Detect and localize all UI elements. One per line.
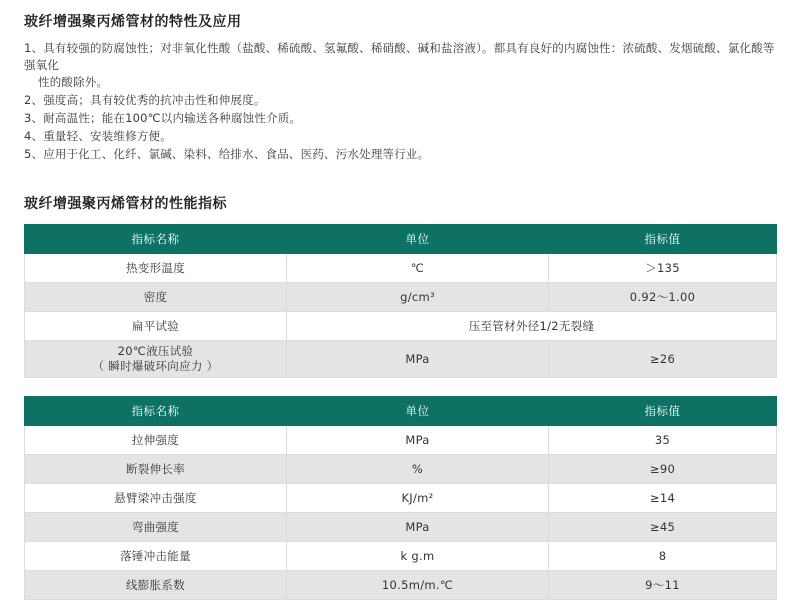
spec-table-2 — [24, 396, 777, 600]
table1-header-name: 指标名称 — [25, 225, 287, 254]
table-row — [25, 426, 777, 455]
table2-header-name: 指标名称 — [25, 397, 287, 426]
table-row — [25, 455, 777, 484]
intro-list-item — [24, 40, 776, 91]
table-header-row — [25, 225, 777, 254]
table2-cell-unit: k g.m — [287, 542, 549, 571]
table-row — [25, 484, 777, 513]
table2-cell-unit: MPa — [287, 426, 549, 455]
table-row — [25, 341, 777, 378]
table1-cell-name-line2: （ 瞬时爆破环向应力 ） — [92, 359, 219, 373]
table-header-row — [25, 397, 777, 426]
table2-cell-unit: MPa — [287, 513, 549, 542]
intro-item-text: 4、重量轻、安装维修方便。 — [24, 129, 172, 143]
table2-cell-name: 弯曲强度 — [25, 513, 287, 542]
table1-cell-unit: ℃ — [287, 254, 549, 283]
table1-cell-name-line1: 20℃液压试验 — [117, 344, 194, 358]
table2-cell-value: 35 — [549, 426, 777, 455]
intro-list-item — [24, 146, 776, 163]
table2-cell-name: 断裂伸长率 — [25, 455, 287, 484]
table2-cell-name: 落锤冲击能量 — [25, 542, 287, 571]
table2-cell-value: 9～11 — [549, 571, 777, 600]
intro-item-text: 3、耐高温性；能在100℃以内输送各种腐蚀性介质。 — [24, 111, 302, 125]
table-row — [25, 312, 777, 341]
table2-cell-unit: KJ/m² — [287, 484, 549, 513]
intro-item-text-cont: 性的酸除外。 — [38, 75, 109, 89]
table1-cell-unit: g/cm³ — [287, 283, 549, 312]
table1-cell-name: 扁平试验 — [25, 312, 287, 341]
intro-item-text: 1、具有较强的防腐蚀性；对非氧化性酸（盐酸、稀硫酸、氢氟酸、稀硝酸、碱和盐溶液）。都具有良好的内腐蚀性：浓硫酸、发烟硫酸、氯化酸等强氧化 — [24, 41, 775, 72]
table2-cell-name: 线膨胀系数 — [25, 571, 287, 600]
table2-cell-value: ≥90 — [549, 455, 777, 484]
spacer — [24, 164, 776, 194]
table1-cell-name — [25, 341, 287, 378]
table-row — [25, 254, 777, 283]
table-row — [25, 513, 777, 542]
table1-cell-name: 密度 — [25, 283, 287, 312]
table1-cell-name: 热变形温度 — [25, 254, 287, 283]
table2-cell-name: 拉伸强度 — [25, 426, 287, 455]
spec-table-1 — [24, 224, 777, 378]
table2-header-value: 指标值 — [549, 397, 777, 426]
table2-cell-value: ≥45 — [549, 513, 777, 542]
table2-cell-name: 悬臂梁冲击强度 — [25, 484, 287, 513]
intro-item-text: 5、应用于化工、化纤、氯碱、染料、给排水、食品、医药、污水处理等行业。 — [24, 147, 430, 161]
table1-cell-unit: MPa — [287, 341, 549, 378]
table1-cell-value: 0.92～1.00 — [549, 283, 777, 312]
spacer — [24, 378, 776, 396]
table-row — [25, 542, 777, 571]
table2-cell-unit: 10.5m/m.℃ — [287, 571, 549, 600]
spec-section-title: 玻纤增强聚丙烯管材的性能指标 — [24, 196, 227, 212]
table-row — [25, 571, 777, 600]
intro-list-item — [24, 110, 776, 127]
table1-header-value: 指标值 — [549, 225, 777, 254]
table1-header-unit: 单位 — [287, 225, 549, 254]
table2-header-unit: 单位 — [287, 397, 549, 426]
table1-cell-value: ≥26 — [549, 341, 777, 378]
intro-item-text: 2、强度高；具有较优秀的抗冲击性和伸展度。 — [24, 93, 266, 107]
table2-cell-value: ≥14 — [549, 484, 777, 513]
intro-list-item — [24, 128, 776, 145]
intro-section-title: 玻纤增强聚丙烯管材的特性及应用 — [24, 14, 242, 30]
intro-list-item — [24, 92, 776, 109]
table1-cell-value: ＞135 — [549, 254, 777, 283]
intro-list — [24, 40, 776, 163]
table-row — [25, 283, 777, 312]
table2-cell-value: 8 — [549, 542, 777, 571]
table2-cell-unit: % — [287, 455, 549, 484]
table1-cell-merged: 压至管材外径1/2无裂缝 — [287, 312, 777, 341]
